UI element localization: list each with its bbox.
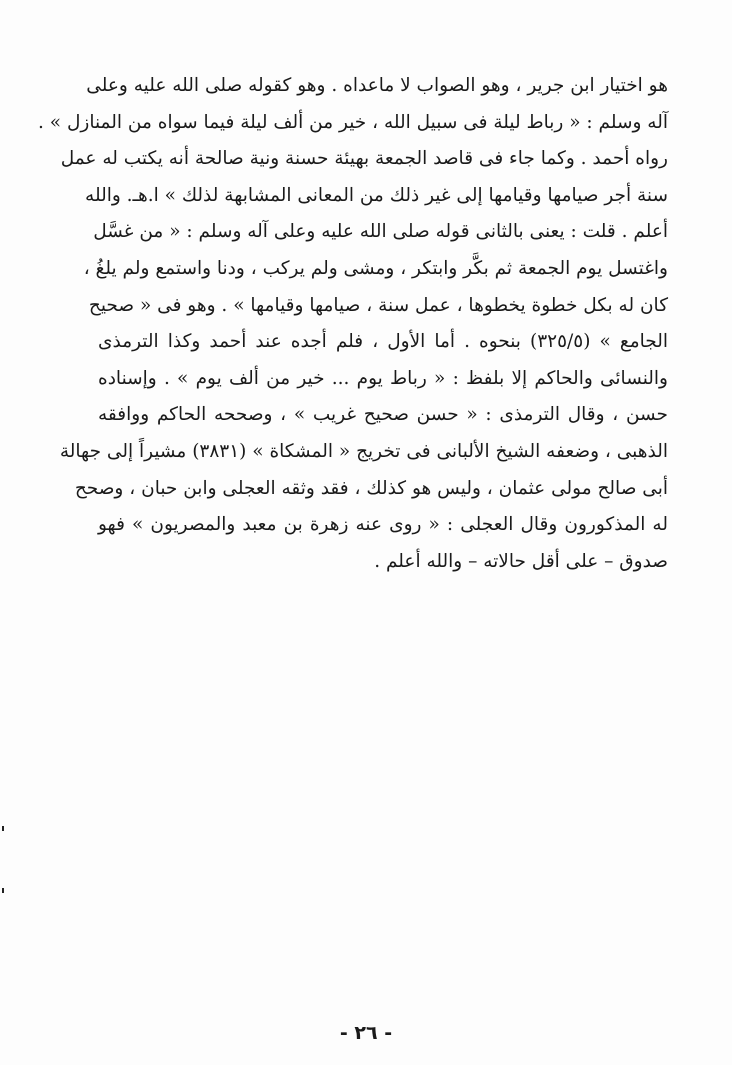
text-line: سنة أجر صيامها وقيامها إلى غير ذلك من المعانى المشابهة لذلك » ا.هـ. والله: [85, 184, 668, 206]
text-line: حسن ، وقال الترمذى : « حسن صحيح غريب » ، وصححه الحاكم ووافقه: [98, 404, 668, 426]
text-line: أبى صالح مولى عثمان ، وليس هو كذلك ، فقد وثقه العجلى وابن حبان ، وصحح: [74, 477, 668, 499]
text-line: الذهبى ، وضعفه الشيخ الألبانى فى تخريج « المشكاة » (٣٨٣١) مشيراً إلى جهالة: [59, 440, 668, 462]
text-line: واغتسل يوم الجمعة ثم بكَّر وابتكر ، ومشى ولم يركب ، ودنا واستمع ولم يلغُ ،: [83, 257, 668, 279]
text-line: أعلم . قلت : يعنى بالثانى قوله صلى الله عليه وعلى آله وسلم : « من غسَّل: [93, 221, 668, 243]
body-text: [38, 68, 668, 580]
scan-mark: [2, 888, 4, 893]
text-line: هو اختيار ابن جرير ، وهو الصواب لا ماعداه . وهو كقوله صلى الله عليه وعلى: [86, 75, 668, 96]
text-line: رواه أحمد . وكما جاء فى قاصد الجمعة بهيئة حسنة ونية صالحة أنه يكتب له عمل: [60, 148, 668, 170]
page-number: - ٢٦ -: [339, 1022, 393, 1044]
text-line: آله وسلم : « رباط ليلة فى سبيل الله ، خير من ألف ليلة فيما سواه من المنازل » .: [38, 111, 668, 133]
text-line: له المذكورون وقال العجلى : « روى عنه زهرة بن معبد والمصريون » فهو: [98, 514, 668, 536]
text-line: والنسائى والحاكم إلا بلفظ : « رباط يوم ... خير من ألف يوم » . وإسناده: [98, 367, 668, 389]
scan-mark: [2, 826, 4, 831]
text-line: كان له بكل خطوة يخطوها ، عمل سنة ، صيامها وقيامها » . وهو فى « صحيح: [88, 294, 668, 316]
text-line: الجامع » (٣٢٥/٥) بنحوه . أما الأول ، فلم أجده عند أحمد وكذا الترمذى: [98, 331, 668, 353]
text-line-last: صدوق – على أقل حالاته – والله أعلم .: [374, 550, 668, 572]
